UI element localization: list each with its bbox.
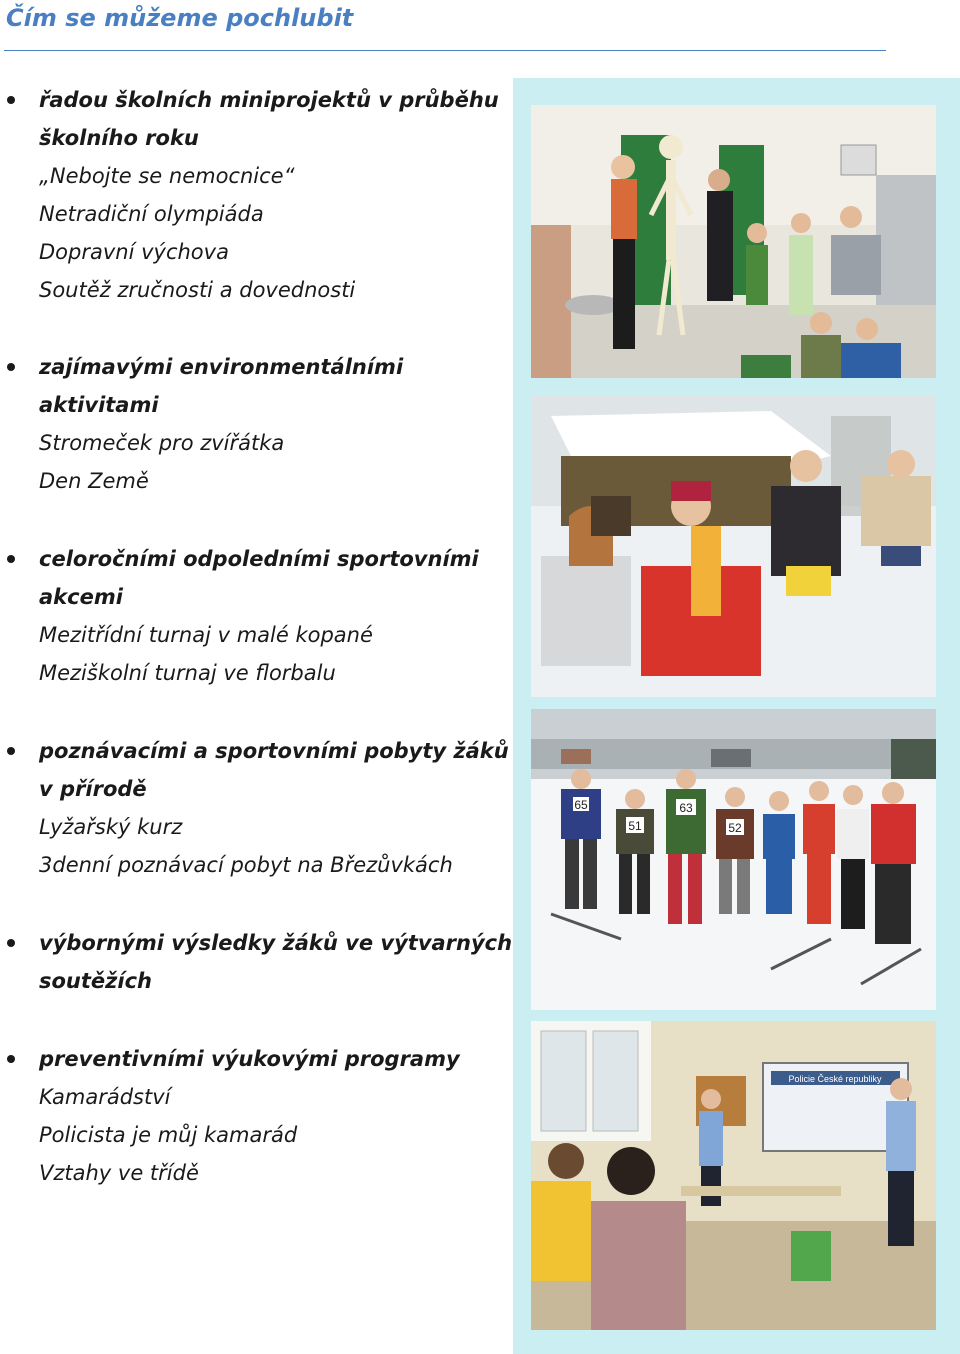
item-heading: celoročními odpoledními sportovními [39, 547, 479, 571]
item-heading: v přírodě [39, 777, 147, 801]
photo-classroom-skeleton [531, 105, 936, 378]
item-heading: soutěžích [39, 969, 152, 993]
title-divider [4, 50, 886, 51]
item-sub: Vztahy ve třídě [39, 1161, 199, 1185]
photo-snow-feeder [531, 396, 936, 697]
item-sub: „Nebojte se nemocnice“ [39, 164, 295, 188]
item-sub: Meziškolní turnaj ve florbalu [39, 661, 336, 685]
bullet-icon [7, 939, 15, 947]
bullet-icon [7, 96, 15, 104]
item-sub: Policista je můj kamarád [39, 1123, 298, 1147]
page-title: Čím se můžeme pochlubit [6, 4, 354, 32]
item-heading: zajímavými environmentálními [39, 355, 404, 379]
bullet-icon [7, 555, 15, 563]
item-heading: preventivními výukovými programy [39, 1047, 460, 1071]
item-heading: školního roku [39, 126, 199, 150]
item-sub: Lyžařský kurz [39, 815, 183, 839]
item-sub: Soutěž zručnosti a dovednosti [39, 278, 356, 302]
item-heading: akcemi [39, 585, 123, 609]
photo-police-presentation [531, 1021, 936, 1330]
item-sub: Kamarádství [39, 1085, 171, 1109]
item-heading: výbornými výsledky žáků ve výtvarných [39, 931, 513, 955]
poster-title: Policie České republiky [788, 1074, 882, 1084]
bullet-icon [7, 363, 15, 371]
item-sub: 3denní poznávací pobyt na Březůvkách [39, 853, 453, 877]
photo-ski-course [531, 709, 936, 1010]
ski-bib-label: 51 [628, 819, 642, 833]
ski-bib-label: 65 [574, 798, 588, 812]
item-heading: řadou školních miniprojektů v průběhu [39, 88, 499, 112]
item-sub: Dopravní výchova [39, 240, 229, 264]
item-sub: Stromeček pro zvířátka [39, 431, 285, 455]
ski-bib-label: 63 [679, 801, 693, 815]
item-sub: Den Země [39, 469, 149, 493]
bullet-icon [7, 1055, 15, 1063]
item-heading: aktivitami [39, 393, 159, 417]
ski-bib-label: 52 [728, 821, 742, 835]
item-heading: poznávacími a sportovními pobyty žáků [39, 739, 509, 763]
item-sub: Netradiční olympiáda [39, 202, 264, 226]
bullet-icon [7, 747, 15, 755]
item-sub: Mezitřídní turnaj v malé kopané [39, 623, 373, 647]
